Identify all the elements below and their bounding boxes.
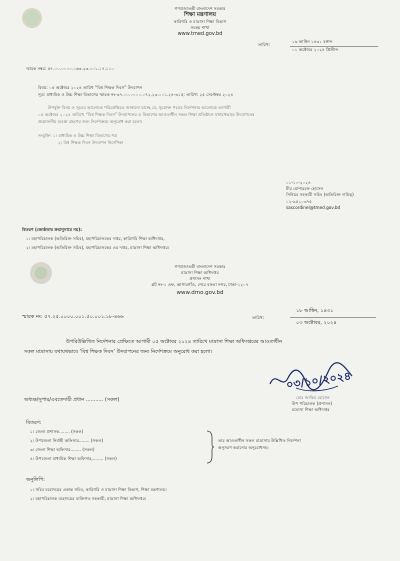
letter1-signatory-name: মীর মোশাররফ হোসেন (286, 186, 324, 191)
letter2-cc-note-line: অনুসরণ করানোর অনুরোধসহ। (218, 445, 269, 450)
letter1-reference: সূত্র: মাধ্যমিক ও উচ্চ শিক্ষা বিভাগের স্মারক নং-৩৭.০০.০০০০.০৭২.২৩.০০১.২৪-৩১৫; তারিখ: ২৫ সেপ্টেম্বর ২০২৪ (38, 92, 234, 97)
letter1-signature-date: ০১-১০-২০২৪ (286, 180, 311, 185)
letter1-body-line: প্রয়োজনীয় ব্যবস্থা গ্রহণের জন্য নির্দেশক্রমে অনুরোধ করা হলো। (38, 119, 143, 124)
letter1-attachment-line: সংযুক্তি: ১। মাধ্যমিক ও উচ্চ শিক্ষা বিভাগের পত্র (38, 133, 118, 138)
letter1-attachment-line: ২। বিশ্ব শিক্ষক দিবস উদযাপন নির্দেশিকা (58, 140, 124, 145)
letter2-body-line: উপরিউল্লিখিত নির্দেশনার প্রেক্ষিতে আগামী ০৫ অক্টোবর ২০২৪ তারিখে মাদ্রাসা শিক্ষা অধিদপ্তরের আওতাধীন (66, 339, 283, 345)
letter1-header-line: কারিগরি ও মাদ্রাসা শিক্ষা বিভাগ (173, 19, 227, 24)
letter1-date-bangla: ১৬ আশ্বিন ১৪৩১ বঙ্গাব্দ (292, 39, 333, 44)
letter2-copy-item: ১। সচিব মহোদয়ের একান্ত সচিব, কারিগরি ও মাদ্রাসা শিক্ষা বিভাগ, শিক্ষা মন্ত্রণালয়। (30, 487, 167, 492)
letter2-header-line: মাদ্রাসা শিক্ষা অধিদপ্তর (181, 270, 219, 275)
letter2-signatory-office: মাদ্রাসা শিক্ষা অধিদপ্তর (292, 407, 330, 412)
letter2-body-line: সকল মাদ্রাসায় যথাযথভাবে ‘বিশ্ব শিক্ষক দিবস’ উদযাপনের জন্য নির্দেশক্রমে অনুরোধ করা হলো। (24, 349, 213, 355)
letter1-website: www.tmed.gov.bd (177, 31, 223, 37)
letter2-memo-number: স্মারক নং: ৫৭.২৫.০০০০.০০১.৫০.০০১.১৮-৪৬৬ (22, 314, 124, 320)
letter2-header-line: প্লট নং-১ এফ, আগারগাঁও, শেরে বাংলা নগর, ঢাকা-১২০৭ (151, 282, 249, 287)
letter1-date-english: ০১ অক্টোবর ২০২৪ খ্রিস্টাব্দ (292, 47, 339, 52)
letter2-cc-item: ৪। উপজেলা মাধ্যমিক শিক্ষা অফিসার,........ (সকল) (30, 456, 117, 461)
letter1-header-line: গণপ্রজাতন্ত্রী বাংলাদেশ সরকার (174, 6, 226, 11)
letter2-copy-item: ২। মহাপরিচালক মহোদয়ের ব্যক্তিগত সহকারী, মাদ্রাসা শিক্ষা অধিদপ্তর। (30, 496, 147, 501)
letter1-header-line: সমন্বয় শাখা (190, 25, 210, 30)
letter1-distribution-title: বিতরণ (জ্যেষ্ঠতার ক্রমানুসারে নয়): (22, 227, 82, 232)
letter2-cc-item: ২। উপজেলা নির্বাহী অফিসার........ (সকল) (30, 438, 103, 443)
letter1-body-line: উপর্যুক্ত বিষয় ও সূত্রের আলোকে পরিপ্রেক্ষিতে জানানো যাচ্ছে যে, সূত্রোক্ত পত্রের নির্দেশনার আলোকে আগামী (48, 105, 231, 110)
letter2-recipient: অধ্যক্ষ/সুপার/এবতেদায়ী প্রধান ........... (সকল) (24, 397, 120, 403)
letter2-cc-title: বিতরণ: (26, 420, 42, 426)
letter2-date-bangla: ১৮ আশ্বিন, ১৪৩১ (296, 308, 334, 314)
letter2-cc-note-line: তার আওতাধীন সকল মাদ্রাসায় উল্লিখিত নির্দেশনা (218, 438, 301, 443)
letter2-cc-item: ১। জেলা প্রশাসক........ (সকল) (30, 429, 84, 434)
signature-date-handwritten: ০৩/১০/২০২৪ (285, 369, 352, 392)
letter2-signatory-designation: উপ পরিচালক (প্রশাসন) (292, 401, 332, 406)
letter1-body-line: ০৫ অক্টোবর ২০২৪ তারিখে “বিশ্ব শিক্ষক দিবস” উদযাপনের এ বিভাগের আওতাধীন সকল শিক্ষা প্রতিষ্ঠানে যথাযথভাবে উদযাপনের (38, 112, 255, 117)
letter2-date-label: তারিখ: (252, 315, 265, 320)
letter2-copy-title: অনুলিপি: (26, 477, 45, 483)
letter2-header-line: প্রশাসন শাখা (189, 276, 211, 281)
letter1-date-label: তারিখ: (258, 42, 271, 47)
cc-bracket (206, 430, 214, 464)
letter1-signatory-phone: ০২-৯৫১০৩৭৫ (286, 199, 312, 204)
letter1-distribution-item: ১। মহাপরিচালক (অতিরিক্ত সচিব), মহাপরিচালকের দপ্তর, কারিগরি শিক্ষা অধিদপ্তর, (26, 236, 165, 241)
letter2-signatory-name: মোঃ জাকির হোসেন (296, 395, 330, 400)
letter1-signatory-designation: সিনিয়র সহকারী সচিব (অতিরিক্ত দায়িত্ব) (286, 192, 354, 197)
letter2-header-line: গণপ্রজাতন্ত্রী বাংলাদেশ সরকার (174, 264, 226, 269)
letter2-cc-item: ৩। জেলা শিক্ষা অফিসার........ (সকল) (30, 447, 95, 452)
letter1-memo-number: স্মারক নম্বর: ৫৭.০০.০০০০.০৬৩.২৩.০০১.১৭.১১০ (26, 66, 115, 71)
letter1-signatory-email: sascordinel@tmed.gov.bd (286, 205, 341, 210)
letter2-website: www.dmo.gov.bd (176, 290, 224, 296)
letter1-header-line: শিক্ষা মন্ত্রণালয় (184, 12, 216, 18)
letter2-date-english: ০৩ অক্টোবর, ২০২৪ (296, 320, 337, 326)
letter1-subject: বিষয়: ০৫ অক্টোবর ২০২৪ তারিখ “বিশ্ব শিক্ষক দিবস” উদযাপন (38, 85, 143, 90)
letter1-distribution-item: ২। মহাপরিচালক (অতিরিক্ত সচিব), মহাপরিচালকের এর দপ্তর, মাদ্রাসা শিক্ষা অধিদপ্তর। (26, 245, 170, 250)
